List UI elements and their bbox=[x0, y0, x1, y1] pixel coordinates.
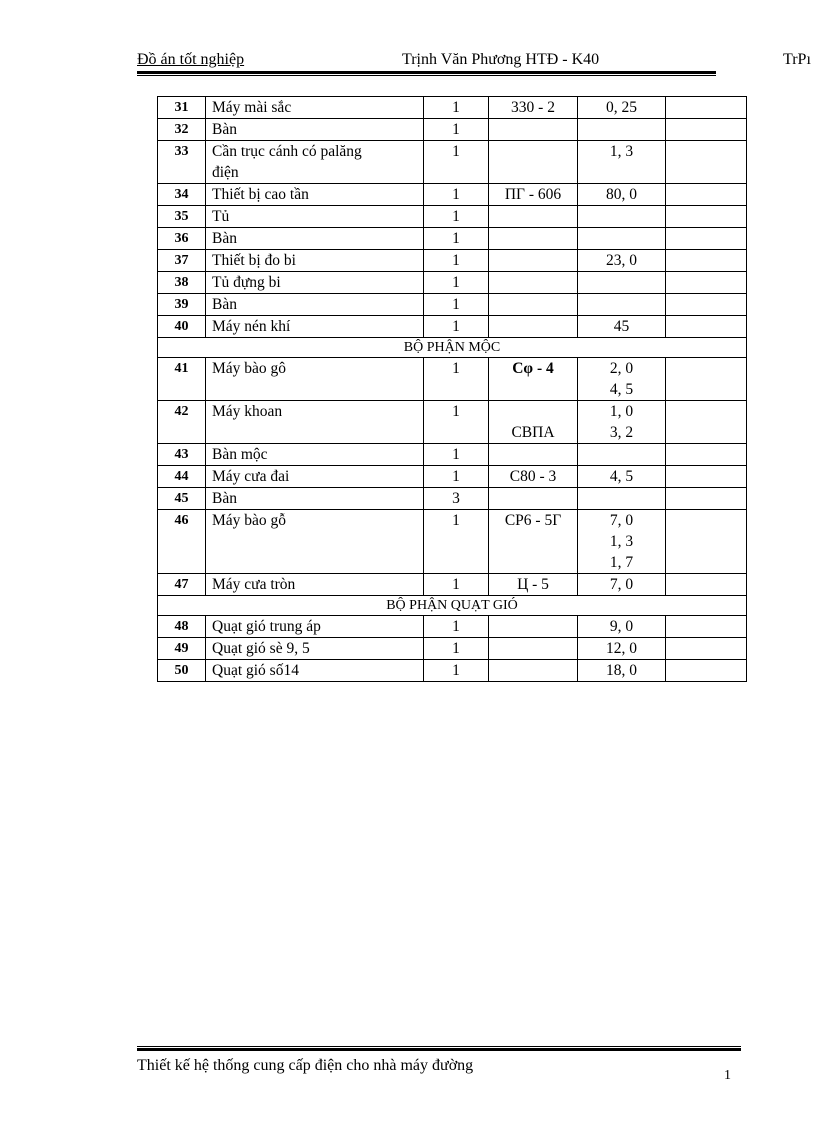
cell-line: Máy nén khí bbox=[212, 318, 291, 335]
cell-type bbox=[489, 660, 578, 682]
cell-power bbox=[578, 488, 666, 510]
cell-stt: 44 bbox=[158, 466, 206, 488]
cell-line bbox=[578, 488, 665, 509]
cell-line bbox=[489, 488, 577, 509]
cell-type bbox=[489, 206, 578, 228]
cell-line: 1, 0 bbox=[609, 403, 634, 420]
cell-quantity: 1 bbox=[424, 141, 489, 184]
cell-type bbox=[489, 616, 578, 638]
cell-line: CP6 - 5Г bbox=[504, 512, 562, 529]
cell-power bbox=[578, 574, 666, 596]
cell-line: 1, 7 bbox=[609, 554, 634, 571]
header-rule-thick bbox=[137, 71, 716, 74]
cell-empty bbox=[666, 184, 747, 206]
cell-empty bbox=[666, 316, 747, 338]
cell-type bbox=[489, 119, 578, 141]
cell-power bbox=[578, 272, 666, 294]
cell-quantity: 1 bbox=[424, 510, 489, 574]
cell-stt: 46 bbox=[158, 510, 206, 574]
cell-stt: 41 bbox=[158, 358, 206, 401]
table-row bbox=[158, 574, 747, 596]
cell-line bbox=[489, 401, 577, 422]
cell-line: 7, 0 bbox=[609, 512, 634, 529]
cell-name bbox=[206, 444, 424, 466]
cell-stt: 42 bbox=[158, 401, 206, 444]
cell-line: Thiết bị đo bi bbox=[212, 252, 296, 269]
cell-quantity: 1 bbox=[424, 466, 489, 488]
cell-line: Bàn bbox=[212, 296, 237, 313]
cell-line: 18, 0 bbox=[606, 662, 637, 679]
cell-line: 0, 25 bbox=[606, 99, 637, 116]
cell-quantity: 1 bbox=[424, 638, 489, 660]
cell-quantity: 1 bbox=[424, 401, 489, 444]
cell-power bbox=[578, 250, 666, 272]
table-row bbox=[158, 141, 747, 184]
cell-power bbox=[578, 401, 666, 444]
cell-line: 7, 0 bbox=[609, 576, 634, 593]
table-row bbox=[158, 466, 747, 488]
table-row bbox=[158, 272, 747, 294]
cell-quantity: 1 bbox=[424, 97, 489, 119]
cell-power bbox=[578, 294, 666, 316]
header-author: Trịnh Văn Phương HTĐ - K40 bbox=[402, 51, 600, 68]
cell-stt: 38 bbox=[158, 272, 206, 294]
cell-stt: 49 bbox=[158, 638, 206, 660]
cell-line bbox=[489, 119, 577, 140]
cell-stt: 39 bbox=[158, 294, 206, 316]
cell-empty bbox=[666, 510, 747, 574]
cell-stt: 48 bbox=[158, 616, 206, 638]
cell-line bbox=[578, 272, 665, 293]
cell-line: Máy bào gỗ bbox=[212, 512, 287, 529]
cell-quantity: 1 bbox=[424, 119, 489, 141]
cell-line: Quạt gió trung áp bbox=[212, 618, 321, 635]
section-title: BỘ PHẬN QUẠT GIÓ bbox=[158, 596, 747, 616]
cell-name bbox=[206, 616, 424, 638]
cell-empty bbox=[666, 660, 747, 682]
cell-line bbox=[578, 119, 665, 140]
page-number: 1 bbox=[724, 1068, 731, 1083]
cell-power bbox=[578, 316, 666, 338]
cell-type bbox=[489, 97, 578, 119]
cell-stt: 47 bbox=[158, 574, 206, 596]
cell-line: Ц - 5 bbox=[517, 576, 549, 593]
cell-type bbox=[489, 488, 578, 510]
cell-line: 45 bbox=[613, 318, 630, 335]
cell-line: 23, 0 bbox=[606, 252, 637, 269]
cell-line bbox=[489, 228, 577, 249]
cell-line: Quạt gió sè 9, 5 bbox=[212, 640, 310, 657]
cell-line: Máy mài sắc bbox=[212, 99, 292, 116]
cell-line: Máy bào gô bbox=[212, 360, 287, 377]
table-row bbox=[158, 294, 747, 316]
cell-name bbox=[206, 272, 424, 294]
cell-quantity: 1 bbox=[424, 660, 489, 682]
header-rule-thin bbox=[137, 75, 716, 76]
cell-line: Bàn bbox=[212, 490, 237, 507]
cell-quantity: 1 bbox=[424, 250, 489, 272]
cell-type bbox=[489, 401, 578, 444]
cell-name bbox=[206, 660, 424, 682]
cell-line: Tủ đựng bi bbox=[212, 274, 281, 291]
cell-name bbox=[206, 358, 424, 401]
cell-stt: 36 bbox=[158, 228, 206, 250]
cell-stt: 31 bbox=[158, 97, 206, 119]
cell-empty bbox=[666, 466, 747, 488]
cell-line bbox=[578, 444, 665, 465]
cell-quantity: 1 bbox=[424, 206, 489, 228]
cell-line bbox=[578, 228, 665, 249]
footer-rule-thin bbox=[137, 1046, 741, 1047]
cell-empty bbox=[666, 228, 747, 250]
cell-name bbox=[206, 206, 424, 228]
cell-quantity: 3 bbox=[424, 488, 489, 510]
cell-empty bbox=[666, 119, 747, 141]
cell-stt: 37 bbox=[158, 250, 206, 272]
table-row bbox=[158, 97, 747, 119]
cell-line: CBПA bbox=[511, 424, 555, 441]
table-row bbox=[158, 184, 747, 206]
equipment-table bbox=[157, 96, 747, 682]
cell-power bbox=[578, 228, 666, 250]
cell-power bbox=[578, 97, 666, 119]
cell-line: 1, 3 bbox=[609, 143, 634, 160]
cell-line: Bàn bbox=[212, 230, 237, 247]
cell-line: 2, 0 bbox=[609, 360, 634, 377]
cell-line: 9, 0 bbox=[609, 618, 634, 635]
cell-power bbox=[578, 358, 666, 401]
table-row bbox=[158, 444, 747, 466]
cell-name bbox=[206, 250, 424, 272]
cell-name bbox=[206, 510, 424, 574]
cell-empty bbox=[666, 574, 747, 596]
cell-power bbox=[578, 184, 666, 206]
table-row bbox=[158, 119, 747, 141]
cell-empty bbox=[666, 401, 747, 444]
cell-name bbox=[206, 466, 424, 488]
cell-empty bbox=[666, 616, 747, 638]
cell-line: điện bbox=[212, 164, 239, 181]
cell-power bbox=[578, 466, 666, 488]
cell-name bbox=[206, 574, 424, 596]
footer-rule-thick bbox=[137, 1048, 741, 1051]
cell-line bbox=[489, 316, 577, 337]
cell-line bbox=[489, 141, 577, 162]
cell-type bbox=[489, 574, 578, 596]
header-left-title: Đồ án tốt nghiệp bbox=[137, 51, 245, 68]
cell-line: Thiết bị cao tần bbox=[212, 186, 309, 203]
cell-line: Bàn bbox=[212, 121, 237, 138]
cell-type bbox=[489, 316, 578, 338]
cell-power bbox=[578, 660, 666, 682]
cell-stt: 33 bbox=[158, 141, 206, 184]
cell-type bbox=[489, 250, 578, 272]
cell-line: Máy cưa đai bbox=[212, 468, 290, 485]
cell-line: Cần trục cánh có palăng bbox=[212, 143, 362, 160]
cell-line: Quạt gió số14 bbox=[212, 662, 299, 679]
table-row bbox=[158, 228, 747, 250]
cell-line: 4, 5 bbox=[609, 381, 634, 398]
cell-stt: 50 bbox=[158, 660, 206, 682]
cell-empty bbox=[666, 444, 747, 466]
cell-empty bbox=[666, 141, 747, 184]
footer-title: Thiết kế hệ thống cung cấp điện cho nhà máy đường bbox=[137, 1057, 474, 1074]
cell-type bbox=[489, 228, 578, 250]
cell-line: Cφ - 4 bbox=[512, 360, 554, 377]
cell-stt: 32 bbox=[158, 119, 206, 141]
cell-name bbox=[206, 119, 424, 141]
cell-line bbox=[489, 616, 577, 637]
cell-type bbox=[489, 466, 578, 488]
cell-line: Bàn mộc bbox=[212, 446, 268, 463]
cell-line: 1, 3 bbox=[609, 533, 634, 550]
table-row bbox=[158, 316, 747, 338]
cell-line: C80 - 3 bbox=[509, 468, 557, 485]
cell-quantity: 1 bbox=[424, 444, 489, 466]
section-row bbox=[158, 596, 747, 616]
table-row bbox=[158, 510, 747, 574]
cell-quantity: 1 bbox=[424, 316, 489, 338]
table-row bbox=[158, 488, 747, 510]
cell-type bbox=[489, 510, 578, 574]
table-row bbox=[158, 660, 747, 682]
section-title: BỘ PHẬN MỘC bbox=[158, 338, 747, 358]
equipment-table-body bbox=[158, 97, 747, 682]
cell-stt: 45 bbox=[158, 488, 206, 510]
cell-name bbox=[206, 294, 424, 316]
cell-type bbox=[489, 358, 578, 401]
cell-empty bbox=[666, 272, 747, 294]
cell-line: Tủ bbox=[212, 208, 230, 225]
cell-type bbox=[489, 184, 578, 206]
cell-power bbox=[578, 616, 666, 638]
table-row bbox=[158, 401, 747, 444]
table-row bbox=[158, 250, 747, 272]
cell-line bbox=[489, 638, 577, 659]
cell-power bbox=[578, 141, 666, 184]
cell-line: 80, 0 bbox=[606, 186, 637, 203]
cell-power bbox=[578, 510, 666, 574]
cell-name bbox=[206, 228, 424, 250]
cell-line: 330 - 2 bbox=[511, 99, 555, 116]
cell-name bbox=[206, 316, 424, 338]
cell-empty bbox=[666, 488, 747, 510]
cell-stt: 40 bbox=[158, 316, 206, 338]
cell-line bbox=[489, 272, 577, 293]
cell-line bbox=[489, 206, 577, 227]
cell-name bbox=[206, 141, 424, 184]
cell-line bbox=[489, 250, 577, 271]
cell-line: 3, 2 bbox=[609, 424, 634, 441]
cell-name bbox=[206, 184, 424, 206]
cell-stt: 34 bbox=[158, 184, 206, 206]
cell-power bbox=[578, 119, 666, 141]
table-row bbox=[158, 638, 747, 660]
cell-line: Máy cưa tròn bbox=[212, 576, 296, 593]
cell-line bbox=[489, 444, 577, 465]
cell-type bbox=[489, 294, 578, 316]
cell-name bbox=[206, 97, 424, 119]
cell-line: ПГ - 606 bbox=[504, 186, 562, 203]
table-row bbox=[158, 358, 747, 401]
cell-line bbox=[578, 294, 665, 315]
cell-line: Máy khoan bbox=[212, 403, 283, 420]
cell-empty bbox=[666, 206, 747, 228]
cell-line bbox=[578, 206, 665, 227]
cell-stt: 43 bbox=[158, 444, 206, 466]
cell-power bbox=[578, 444, 666, 466]
cell-line bbox=[489, 294, 577, 315]
cell-empty bbox=[666, 250, 747, 272]
cell-type bbox=[489, 444, 578, 466]
table-row bbox=[158, 206, 747, 228]
header-right-fragment: TrPı bbox=[783, 51, 811, 68]
cell-line: 4, 5 bbox=[609, 468, 634, 485]
cell-quantity: 1 bbox=[424, 294, 489, 316]
cell-line bbox=[489, 660, 577, 681]
cell-quantity: 1 bbox=[424, 272, 489, 294]
cell-empty bbox=[666, 358, 747, 401]
cell-quantity: 1 bbox=[424, 574, 489, 596]
cell-name bbox=[206, 638, 424, 660]
cell-empty bbox=[666, 97, 747, 119]
cell-empty bbox=[666, 294, 747, 316]
cell-stt: 35 bbox=[158, 206, 206, 228]
cell-type bbox=[489, 141, 578, 184]
section-row bbox=[158, 338, 747, 358]
cell-type bbox=[489, 272, 578, 294]
cell-name bbox=[206, 488, 424, 510]
cell-quantity: 1 bbox=[424, 184, 489, 206]
cell-quantity: 1 bbox=[424, 616, 489, 638]
cell-type bbox=[489, 638, 578, 660]
cell-empty bbox=[666, 638, 747, 660]
cell-quantity: 1 bbox=[424, 358, 489, 401]
cell-line: 12, 0 bbox=[606, 640, 637, 657]
cell-power bbox=[578, 206, 666, 228]
cell-quantity: 1 bbox=[424, 228, 489, 250]
cell-name bbox=[206, 401, 424, 444]
table-row bbox=[158, 616, 747, 638]
cell-power bbox=[578, 638, 666, 660]
